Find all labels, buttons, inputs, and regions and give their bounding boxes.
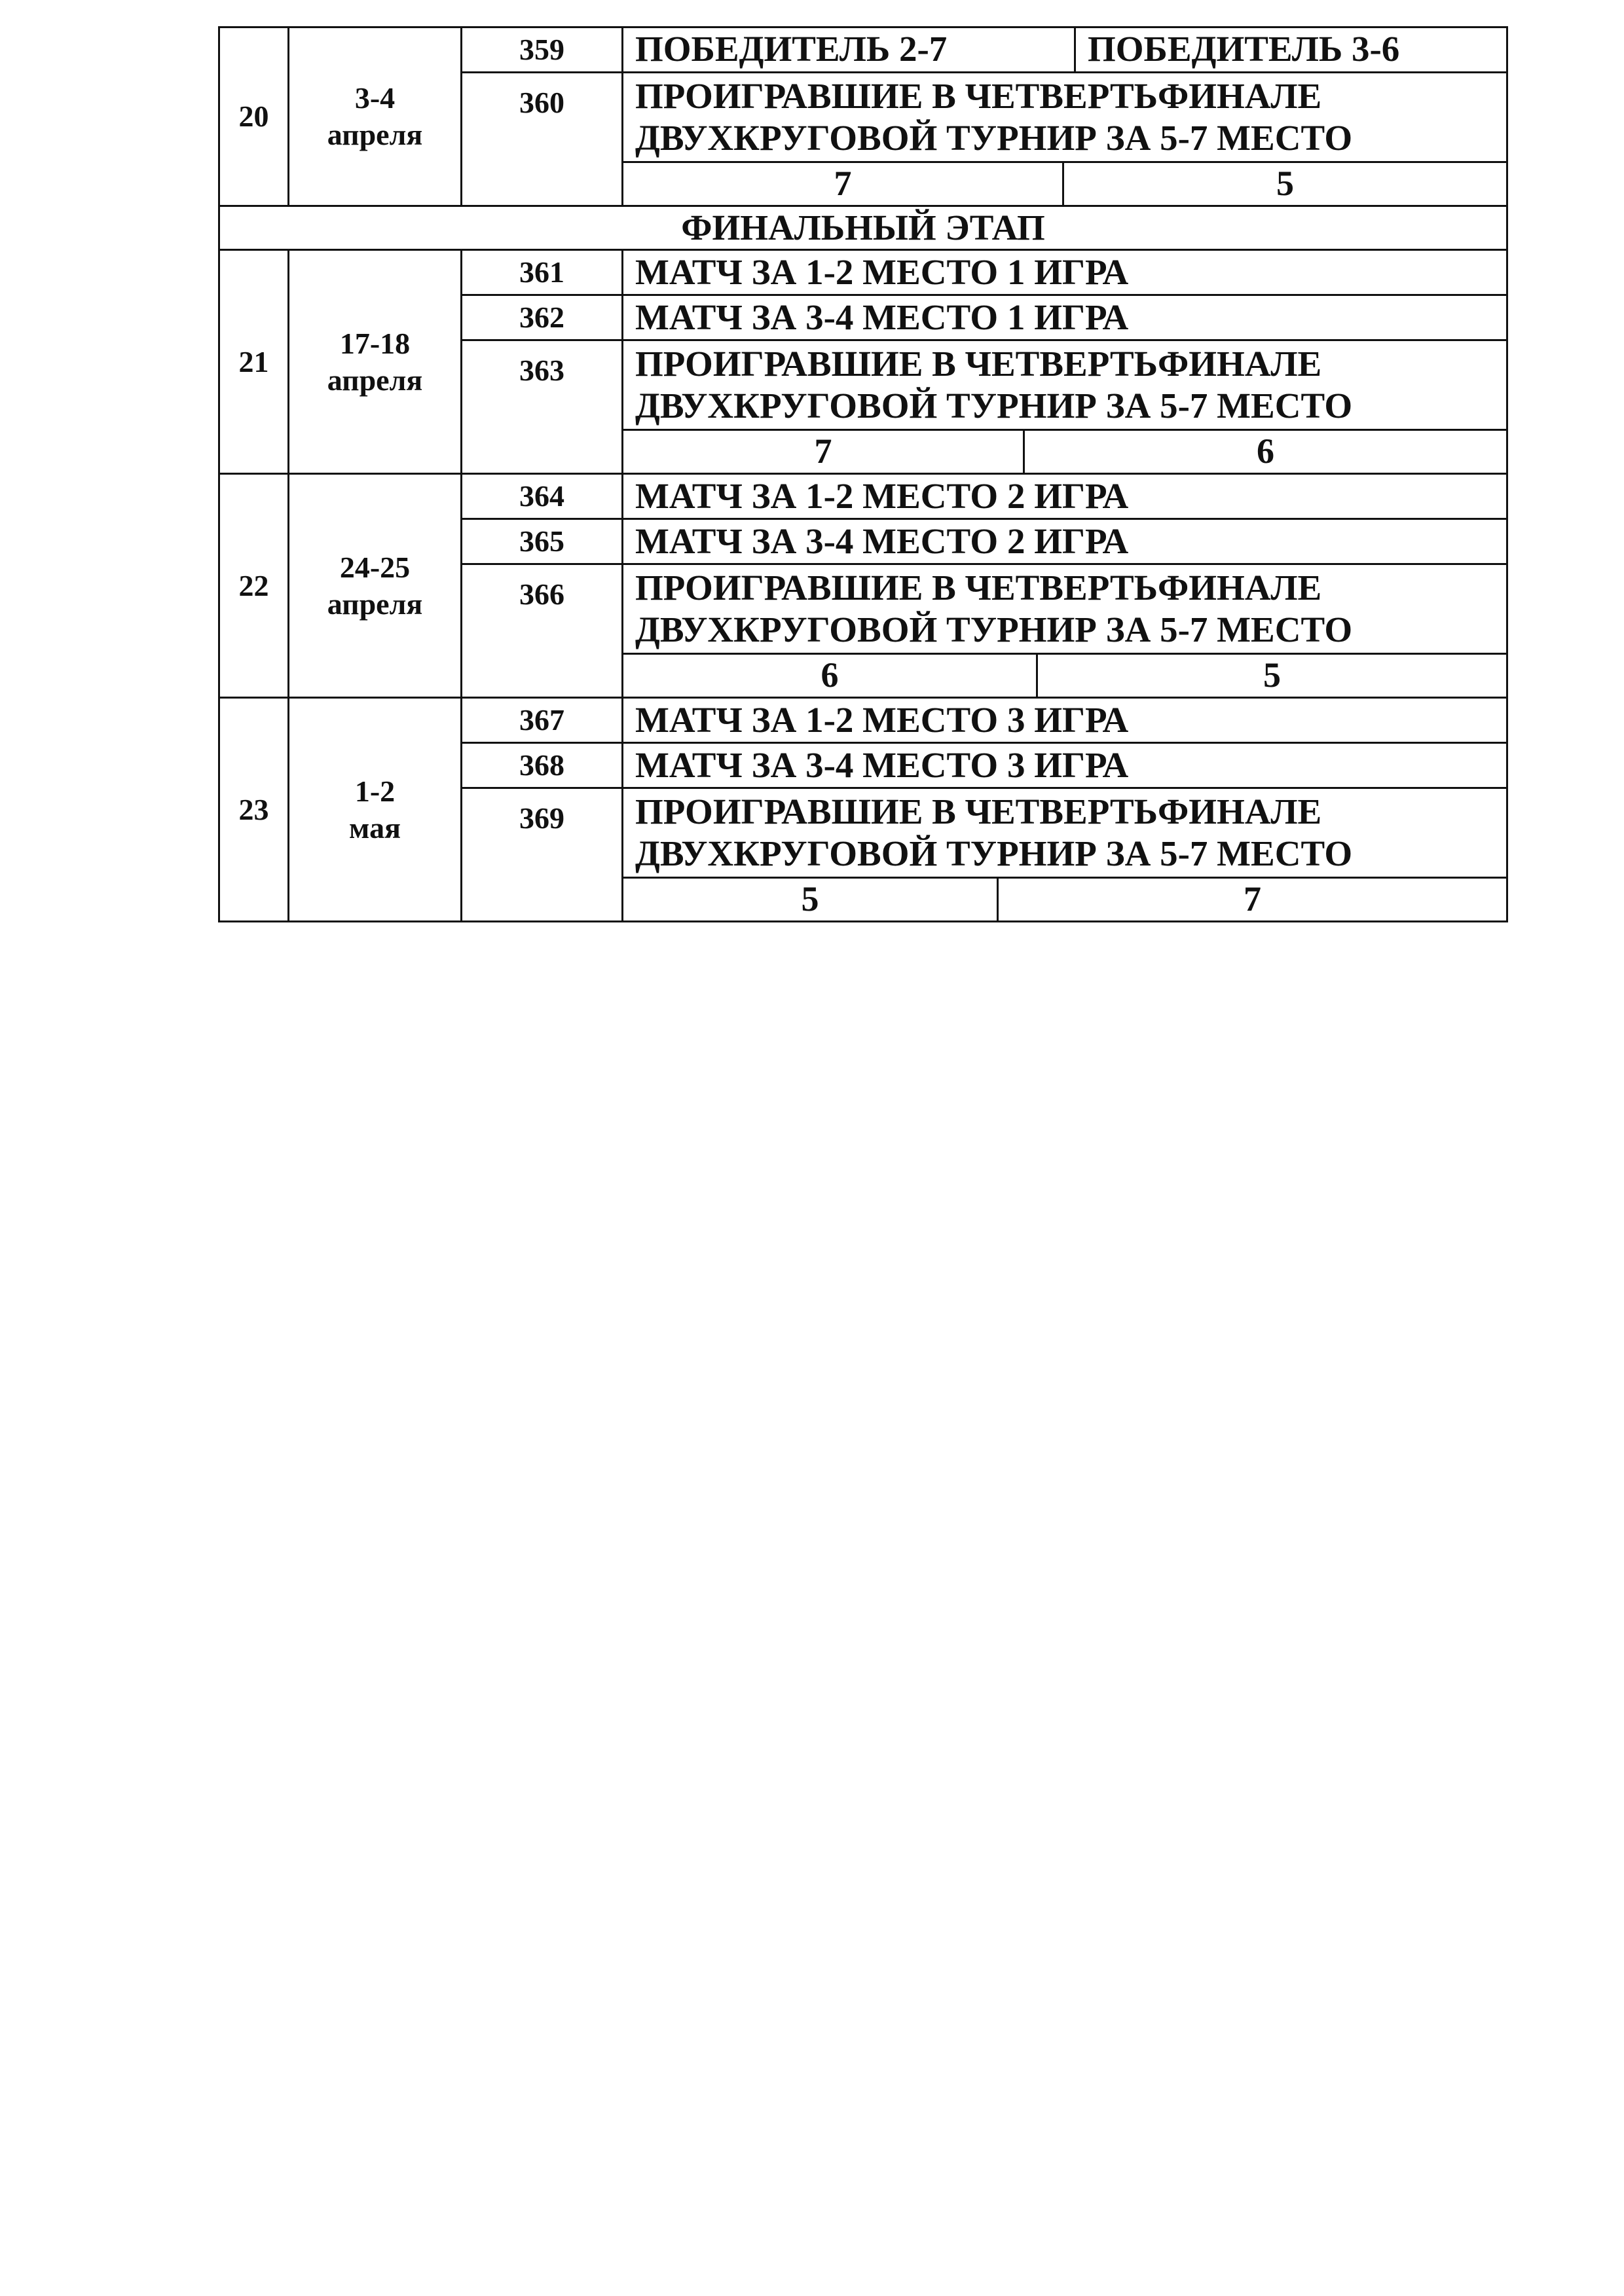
- schedule-table: [218, 26, 1508, 922]
- game-number: 365: [462, 519, 623, 564]
- game-number: 368: [462, 743, 623, 788]
- tour-number: 23: [219, 698, 289, 922]
- tour-number: 21: [219, 250, 289, 474]
- table-row: [219, 250, 1507, 295]
- desc-line-2: ДВУХКРУГОВОЙ ТУРНИР ЗА 5-7 МЕСТО: [635, 610, 1353, 649]
- tour-dates: [289, 27, 462, 206]
- date-month: мая: [349, 811, 401, 845]
- game-description: МАТЧ ЗА 1-2 МЕСТО 1 ИГРА: [623, 250, 1507, 295]
- desc-line-1: ПРОИГРАВШИЕ В ЧЕТВЕРТЬФИНАЛЕ: [635, 76, 1322, 116]
- desc-line-2: ДВУХКРУГОВОЙ ТУРНИР ЗА 5-7 МЕСТО: [635, 386, 1353, 426]
- winner-right: ПОБЕДИТЕЛЬ 3-6: [1088, 29, 1400, 69]
- game-number: 362: [462, 295, 623, 340]
- count-right: 5: [1276, 164, 1294, 203]
- count-right: 7: [1244, 879, 1261, 919]
- date-range: 24-25: [339, 550, 411, 584]
- count-left: 7: [623, 163, 1064, 205]
- game-number: 369: [462, 788, 623, 922]
- date-range: 17-18: [339, 326, 411, 360]
- game-number: 366: [462, 564, 623, 698]
- game-number: 364: [462, 474, 623, 519]
- table-row: [219, 206, 1507, 250]
- game-description: МАТЧ ЗА 3-4 МЕСТО 1 ИГРА: [623, 295, 1507, 340]
- table-row: [219, 27, 1507, 73]
- game-number: 363: [462, 340, 623, 474]
- date-month: апреля: [327, 118, 423, 151]
- date-range: 1-2: [354, 774, 396, 808]
- tour-number: 20: [219, 27, 289, 206]
- tour-dates: [289, 474, 462, 698]
- game-description: [623, 73, 1507, 162]
- tour-dates: [289, 698, 462, 922]
- winner-left: ПОБЕДИТЕЛЬ 2-7: [623, 28, 1076, 71]
- game-description: [623, 788, 1507, 878]
- table-row: [219, 698, 1507, 743]
- table-row: [219, 474, 1507, 519]
- team-counts: [623, 162, 1507, 206]
- count-left: 5: [623, 879, 999, 920]
- team-counts: [623, 878, 1507, 922]
- game-description: МАТЧ ЗА 3-4 МЕСТО 3 ИГРА: [623, 743, 1507, 788]
- game-description: [623, 340, 1507, 430]
- date-range: 3-4: [354, 81, 396, 115]
- game-description: [623, 27, 1507, 73]
- count-left: 7: [623, 431, 1025, 473]
- count-left: 6: [623, 655, 1038, 697]
- desc-line-1: ПРОИГРАВШИЕ В ЧЕТВЕРТЬФИНАЛЕ: [635, 568, 1322, 608]
- game-number: 361: [462, 250, 623, 295]
- game-number: 360: [462, 73, 623, 206]
- tour-dates: [289, 250, 462, 474]
- game-description: МАТЧ ЗА 1-2 МЕСТО 2 ИГРА: [623, 474, 1507, 519]
- count-right: 5: [1263, 655, 1281, 695]
- stage-title: ФИНАЛЬНЫЙ ЭТАП: [219, 206, 1507, 250]
- team-counts: [623, 654, 1507, 698]
- game-description: МАТЧ ЗА 3-4 МЕСТО 2 ИГРА: [623, 519, 1507, 564]
- desc-line-1: ПРОИГРАВШИЕ В ЧЕТВЕРТЬФИНАЛЕ: [635, 344, 1322, 384]
- game-description: [623, 564, 1507, 654]
- count-right: 6: [1257, 431, 1274, 471]
- date-month: апреля: [327, 363, 423, 397]
- team-counts: [623, 430, 1507, 474]
- desc-line-1: ПРОИГРАВШИЕ В ЧЕТВЕРТЬФИНАЛЕ: [635, 792, 1322, 831]
- tour-number: 22: [219, 474, 289, 698]
- desc-line-2: ДВУХКРУГОВОЙ ТУРНИР ЗА 5-7 МЕСТО: [635, 833, 1353, 873]
- game-number: 359: [462, 27, 623, 73]
- game-number: 367: [462, 698, 623, 743]
- date-month: апреля: [327, 587, 423, 621]
- desc-line-2: ДВУХКРУГОВОЙ ТУРНИР ЗА 5-7 МЕСТО: [635, 118, 1353, 158]
- game-description: МАТЧ ЗА 1-2 МЕСТО 3 ИГРА: [623, 698, 1507, 743]
